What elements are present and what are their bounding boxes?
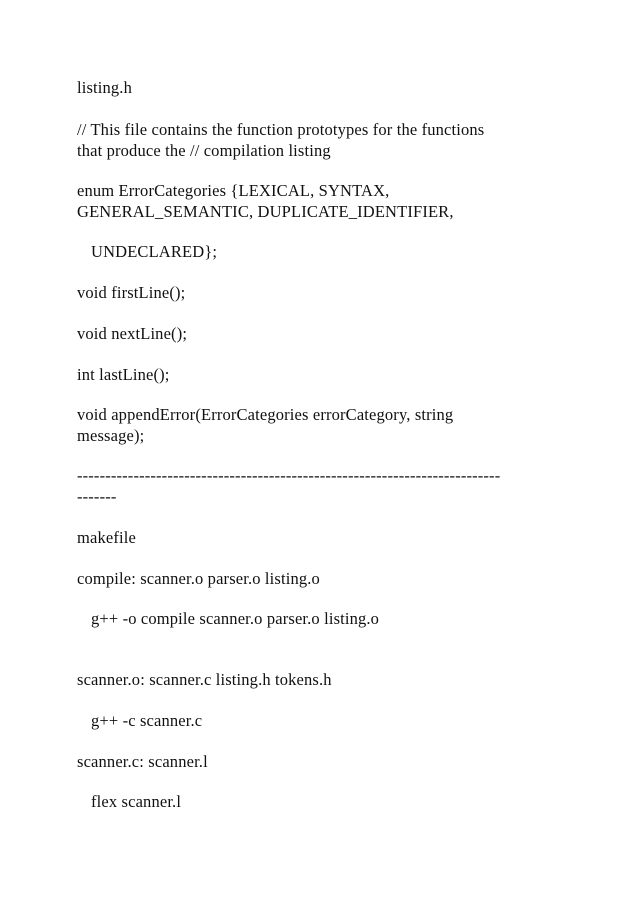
makefile-command-line: g++ -c scanner.c (91, 711, 203, 730)
prototype-line: int lastLine(); (77, 365, 170, 384)
makefile-rule-line: scanner.o: scanner.c listing.h tokens.h (77, 670, 332, 689)
prototype-line: void appendError(ErrorCategories errorCategory, string (77, 405, 454, 424)
enum-declaration-line: enum ErrorCategories {LEXICAL, SYNTAX, (77, 181, 390, 200)
prototype-line: void firstLine(); (77, 283, 186, 302)
comment-line: // This file contains the function prototypes for the functions (77, 120, 485, 139)
comment-line: that produce the // compilation listing (77, 141, 331, 160)
makefile-rule-line: scanner.c: scanner.l (77, 752, 208, 771)
prototype-line: void nextLine(); (77, 324, 188, 343)
enum-declaration-line: UNDECLARED}; (91, 242, 218, 261)
makefile-command-line: flex scanner.l (91, 792, 182, 811)
enum-declaration-line: GENERAL_SEMANTIC, DUPLICATE_IDENTIFIER, (77, 202, 454, 221)
prototype-line: message); (77, 426, 145, 445)
separator-line: --------------------------------------------------------------------------- (77, 466, 501, 485)
makefile-command-line: g++ -o compile scanner.o parser.o listing.o (91, 609, 380, 628)
filename-heading: listing.h (77, 78, 132, 97)
makefile-rule-line: compile: scanner.o parser.o listing.o (77, 569, 320, 588)
separator-line: ------- (77, 487, 117, 506)
filename-heading: makefile (77, 528, 136, 547)
